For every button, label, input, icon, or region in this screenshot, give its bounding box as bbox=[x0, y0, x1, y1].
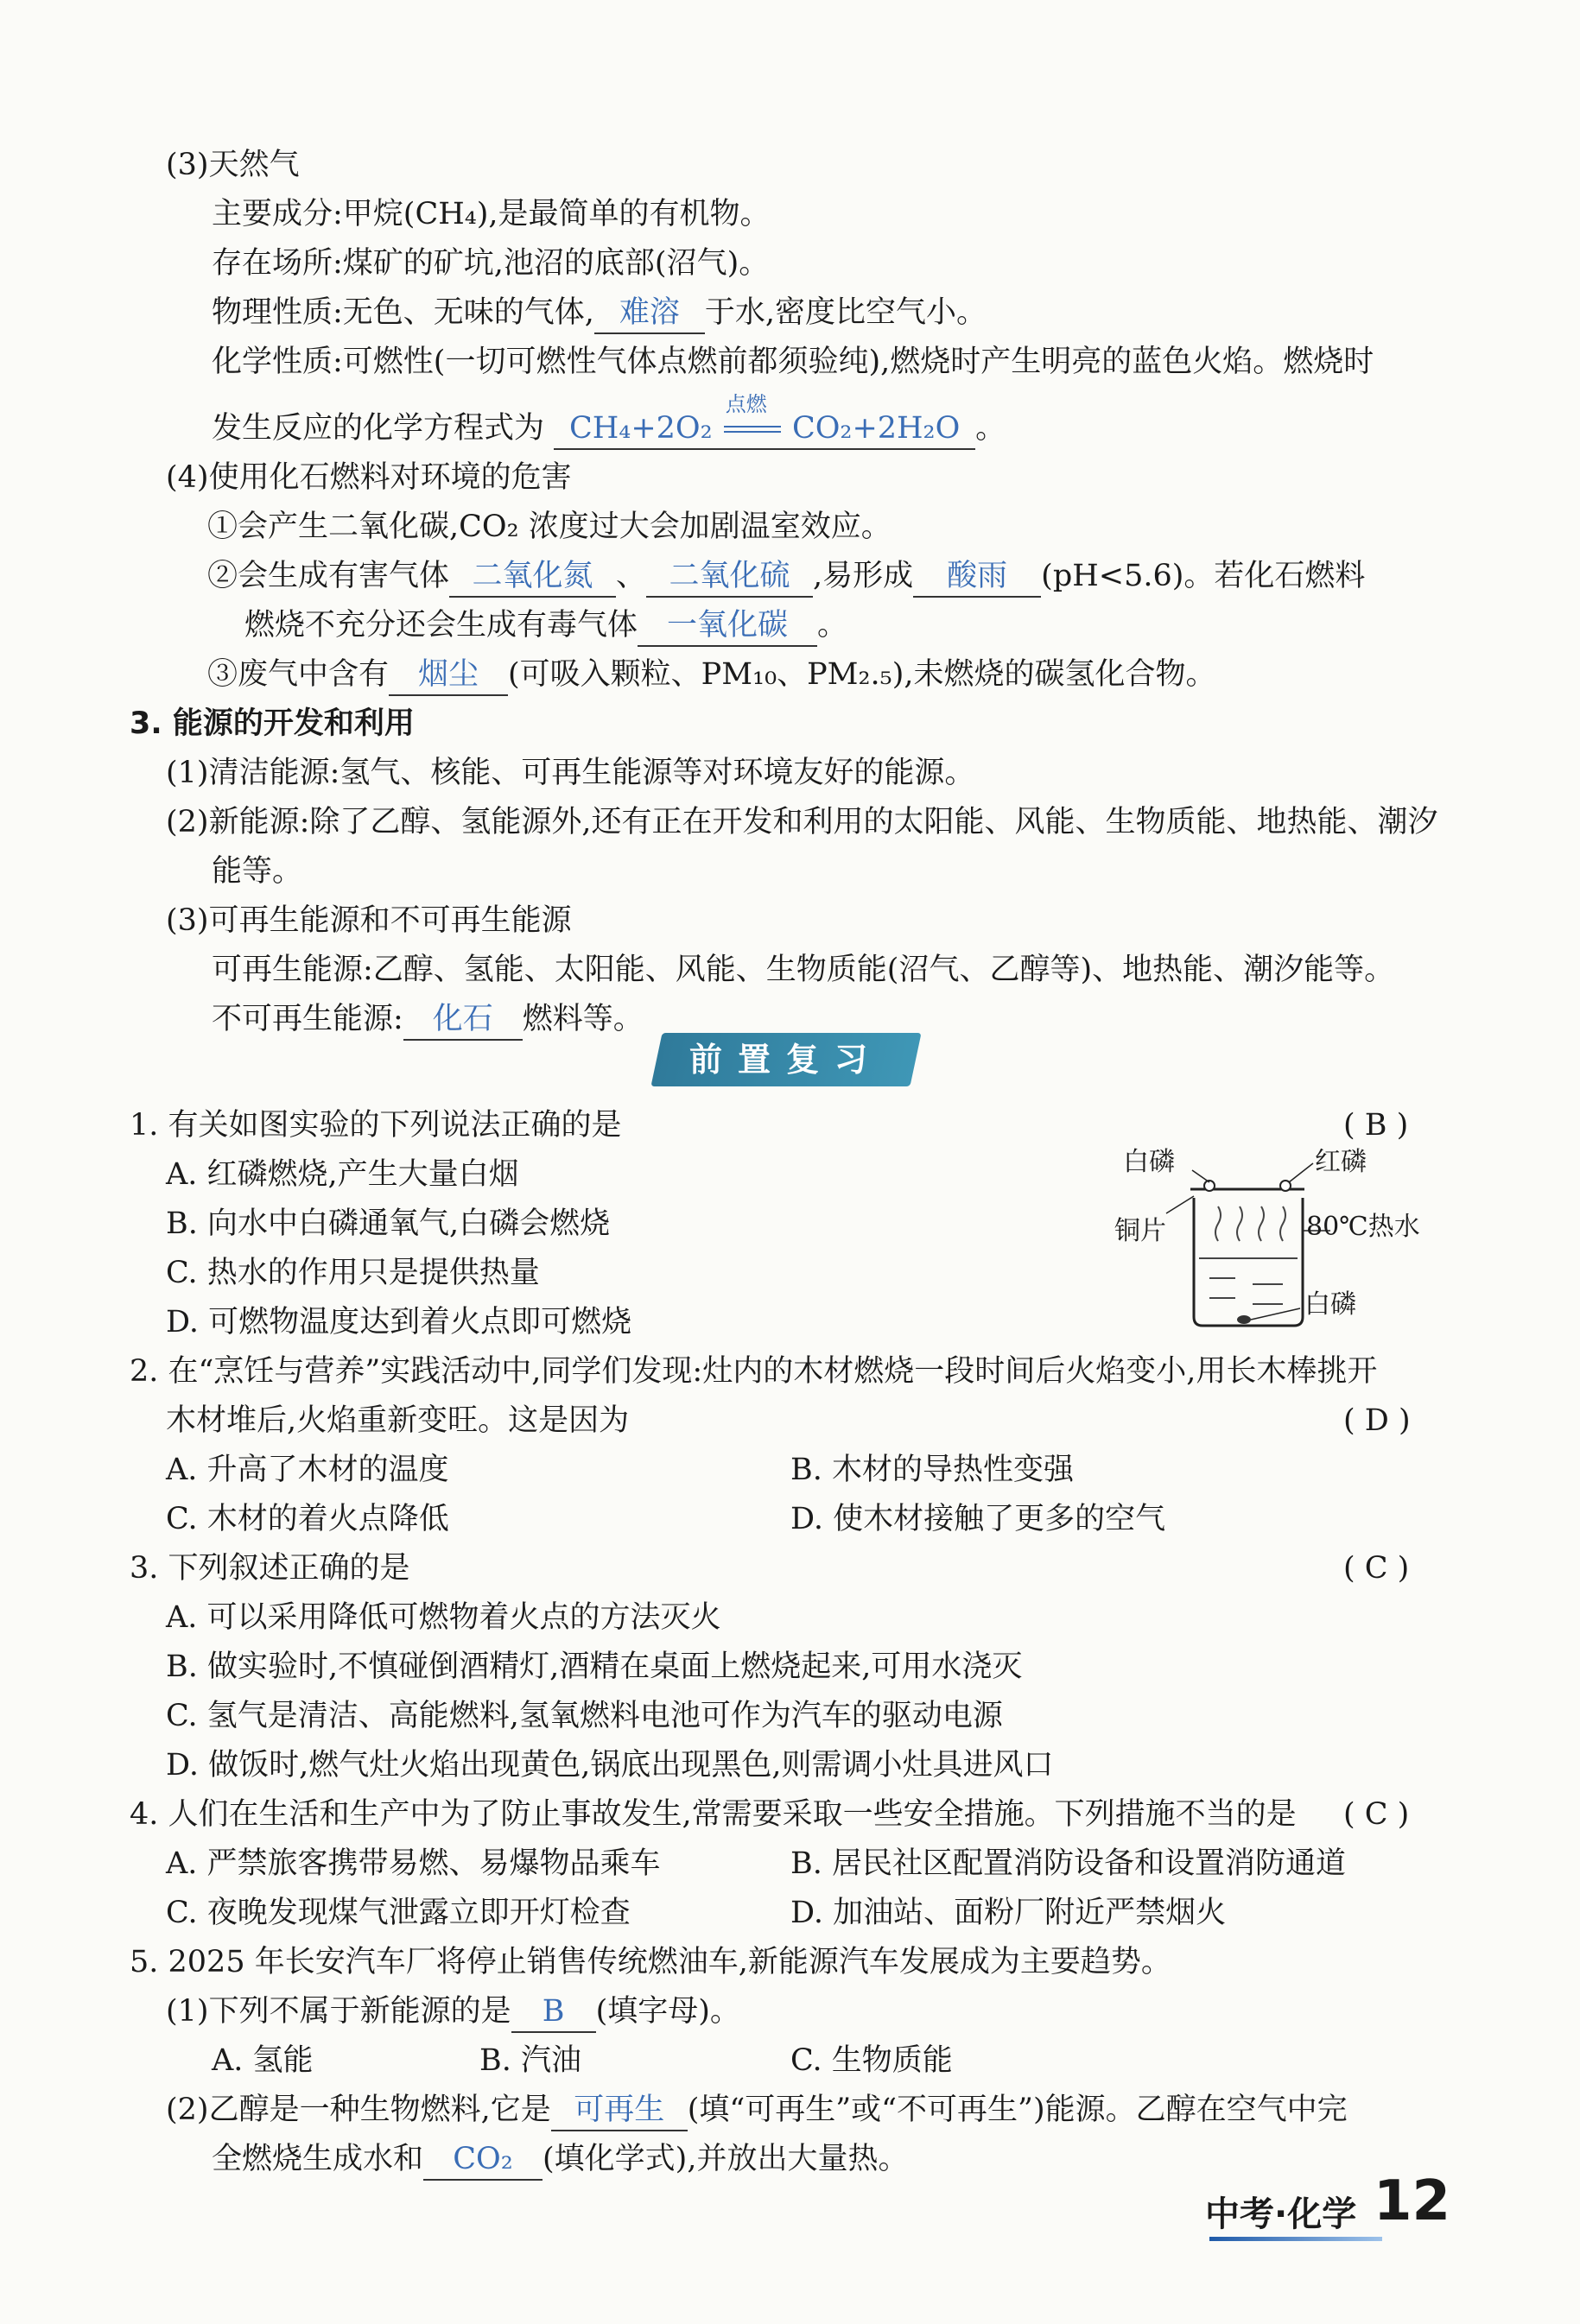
q3-option-d: D. 做饭时,燃气灶火焰出现黄色,锅底出现黑色,则需调小灶具进风口 bbox=[166, 1748, 1054, 1783]
q3-option-c: C. 氢气是清洁、高能燃料,氢氧燃料电池可作为汽车的驱动电源 bbox=[166, 1699, 1003, 1733]
clean-energy: (1)清洁能源:氢气、核能、可再生能源等对环境友好的能源。 bbox=[166, 756, 975, 790]
physical-property: 物理性质:无色、无味的气体, 难溶 于水,密度比空气小。 bbox=[212, 293, 987, 334]
q5-part1: (1)下列不属于新能源的是 B (填字母)。 bbox=[166, 1992, 740, 2033]
footer-stripe bbox=[1209, 2237, 1382, 2241]
q1-option-b: B. 向水中白磷通氧气,白磷会燃烧 bbox=[166, 1206, 611, 1241]
q4-answer: ( C ) bbox=[1343, 1797, 1410, 1832]
q1-answer: ( B ) bbox=[1343, 1108, 1409, 1143]
q3-answer: ( C ) bbox=[1343, 1551, 1410, 1586]
q4-option-b: B. 居民社区配置消防设备和设置消防通道 bbox=[790, 1846, 1346, 1881]
q4-option-c: C. 夜晚发现煤气泄露立即开灯检查 bbox=[166, 1896, 631, 1930]
hazards-heading: (4)使用化石燃料对环境的危害 bbox=[166, 460, 572, 495]
q5-part2: (2)乙醇是一种生物燃料,它是 可再生 (填“可再生”或“不可再生”)能源。乙醇在空气中完 bbox=[166, 2090, 1348, 2131]
q3-option-a: A. 可以采用降低可燃物着火点的方法灭火 bbox=[166, 1600, 721, 1635]
label-hot-water: 80℃热水 bbox=[1306, 1212, 1420, 1242]
new-energy-line1: (2)新能源:除了乙醇、氢能源外,还有正在开发和利用的太阳能、风能、生物质能、地热能、潮汐 bbox=[166, 805, 1438, 839]
q3-stem: 3. 下列叙述正确的是 bbox=[130, 1551, 410, 1586]
q2-option-a: A. 升高了木材的温度 bbox=[166, 1453, 449, 1487]
q3-option-b: B. 做实验时,不慎碰倒酒精灯,酒精在桌面上燃烧起来,可用水浇灭 bbox=[166, 1650, 1023, 1684]
hazard-item-1: ①会产生二氧化碳,CO₂ 浓度过大会加剧温室效应。 bbox=[207, 510, 892, 544]
q1-option-c: C. 热水的作用只是提供热量 bbox=[166, 1256, 540, 1290]
q1-option-a: A. 红磷燃烧,产生大量白烟 bbox=[166, 1157, 519, 1192]
renewable-heading: (3)可再生能源和不可再生能源 bbox=[166, 903, 572, 938]
q5-stem: 5. 2025 年长安汽车厂将停止销售传统燃油车,新能源汽车发展成为主要趋势。 bbox=[130, 1945, 1171, 1979]
hazard-item-3: ③废气中含有 烟尘 (可吸入颗粒、PM₁₀、PM₂.₅),未燃烧的碳氢化合物。 bbox=[207, 655, 1215, 696]
footer-subject: 中考·化学 bbox=[1205, 2194, 1357, 2234]
equation-blank: CH₄+2O₂ 点燃 CO₂+2H₂O bbox=[554, 408, 975, 450]
q5-part1-option-b: B. 汽油 bbox=[479, 2043, 581, 2078]
new-energy-line2: 能等。 bbox=[212, 854, 303, 889]
q4-option-d: D. 加油站、面粉厂附近严禁烟火 bbox=[790, 1896, 1227, 1930]
q2-stem-line1: 2. 在“烹饪与营养”实践活动中,同学们发现:灶内的木材燃烧一段时间后火焰变小,用长木棒挑开 bbox=[130, 1354, 1378, 1389]
q2-stem-line2: 木材堆后,火焰重新变旺。这是因为 bbox=[166, 1403, 630, 1438]
q5-part2-line2: 全燃烧生成水和 CO₂ (填化学式),并放出大量热。 bbox=[212, 2139, 908, 2181]
chemical-equation-line: 发生反应的化学方程式为 CH₄+2O₂ 点燃 CO₂+2H₂O 。 bbox=[212, 408, 1006, 450]
hazard-item-2-line2: 燃烧不充分还会生成有毒气体 一氧化碳 。 bbox=[244, 605, 847, 647]
renewable-list: 可再生能源:乙醇、氢能、太阳能、风能、生物质能(沼气、乙醇等)、地热能、潮汐能等。 bbox=[212, 953, 1395, 987]
equation-arrow: 点燃 bbox=[722, 408, 783, 448]
label-white-p-bottom: 白磷 bbox=[1304, 1289, 1356, 1320]
label-copper: 铜片 bbox=[1114, 1216, 1166, 1246]
q5-part1-option-c: C. 生物质能 bbox=[790, 2043, 953, 2078]
q5-part1-option-a: A. 氢能 bbox=[212, 2043, 314, 2078]
nonrenewable-line: 不可再生能源: 化石 燃料等。 bbox=[212, 999, 644, 1041]
label-red-p: 红磷 bbox=[1315, 1147, 1367, 1177]
natural-gas-heading: (3)天然气 bbox=[166, 148, 300, 182]
chemical-property-line1: 化学性质:可燃性(一切可燃性气体点燃前都须验纯),燃烧时产生明亮的蓝色火焰。燃烧时 bbox=[212, 345, 1374, 379]
q2-option-c: C. 木材的着火点降低 bbox=[166, 1502, 449, 1536]
page-number: 12 bbox=[1374, 2169, 1451, 2233]
q4-stem: 4. 人们在生活和生产中为了防止事故发生,常需要采取一些安全措施。下列措施不当的是 bbox=[130, 1797, 1297, 1832]
composition-text: 主要成分:甲烷(CH₄),是最简单的有机物。 bbox=[212, 197, 771, 231]
q4-option-a: A. 严禁旅客携带易燃、易爆物品乘车 bbox=[166, 1846, 661, 1881]
q1-option-d: D. 可燃物温度达到着火点即可燃烧 bbox=[166, 1305, 632, 1339]
section-banner: 前置复习 bbox=[688, 1041, 883, 1079]
q2-option-d: D. 使木材接触了更多的空气 bbox=[790, 1502, 1166, 1536]
q2-option-b: B. 木材的导热性变强 bbox=[790, 1453, 1074, 1487]
energy-heading: 3. 能源的开发和利用 bbox=[130, 706, 415, 741]
answer-blank: 难溶 bbox=[594, 293, 705, 334]
hazard-item-2: ②会生成有害气体 二氧化氮 、 二氧化硫 ,易形成 酸雨 (pH<5.6)。若化石燃料 bbox=[207, 556, 1365, 598]
location-text: 存在场所:煤矿的矿坑,池沼的底部(沼气)。 bbox=[212, 246, 770, 281]
experiment-figure bbox=[1114, 1144, 1477, 1343]
label-white-p-top: 白磷 bbox=[1123, 1147, 1175, 1177]
q2-answer: ( D ) bbox=[1343, 1403, 1411, 1438]
q1-stem: 1. 有关如图实验的下列说法正确的是 bbox=[130, 1108, 622, 1143]
